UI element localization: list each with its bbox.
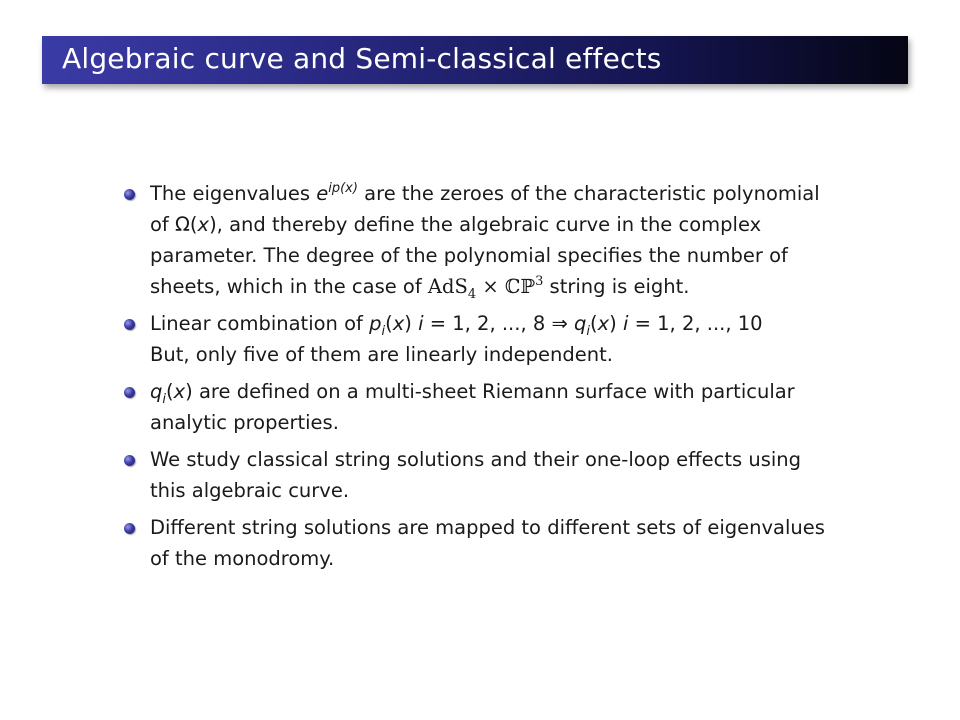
bullet-text-line [150,376,884,407]
bullet-text-line [150,444,884,475]
bullet-text-line [150,512,884,543]
bullet-text-line [150,240,884,271]
bullet-icon [124,387,135,398]
bullet-text-line [150,543,884,574]
slide-title: Algebraic curve and Semi-classical effects [62,42,662,75]
bullet-text-segment: i [381,324,386,339]
bullet-text-segment: = 1, 2, ..., 10 [628,312,763,335]
bullet-text-segment: ip(x) [328,181,358,196]
bullet-text-segment: ) [609,312,623,335]
bullet-list [124,178,884,580]
bullet-item [124,376,884,438]
bullet-text-segment: × ℂℙ [476,275,536,298]
bullet-item [124,308,884,370]
bullet-text-segment: p [369,312,382,335]
bullet-text-segment: We study classical string solutions and their one-loop effects using [150,448,802,471]
bullet-text-line [150,475,884,506]
bullet-text-segment: i [622,312,629,335]
bullet-icon [124,455,135,466]
bullet-text-segment: ( [385,312,393,335]
bullet-text-segment: 3 [535,274,544,289]
bullet-text-segment: string is eight. [543,275,690,298]
bullet-text-segment: x [173,380,186,403]
bullet-text-segment: e [316,182,329,205]
bullet-text-segment: q [150,380,163,403]
bullet-icon [124,319,135,330]
bullet-text-segment: this algebraic curve. [150,479,350,502]
bullet-text-segment: analytic properties. [150,411,339,434]
bullet-text-segment: ) are defined on a multi-sheet Riemann surface with particular [185,380,795,403]
bullet-text-segment: Different string solutions are mapped to different sets of eigenvalues [150,516,825,539]
bullet-text-segment: of Ω( [150,213,198,236]
bullet-text-segment: 4 [467,287,477,302]
bullet-text-segment: But, only five of them are linearly independent. [150,343,613,366]
bullet-text-segment: i [418,312,424,335]
bullet-text-segment: ) [404,312,419,335]
bullet-text-segment: i [586,324,591,339]
bullet-text-segment: ( [590,312,598,335]
bullet-text-segment: of the monodromy. [150,547,335,570]
bullet-text-line [150,407,884,438]
bullet-text-segment: i [162,392,167,407]
bullet-text-segment: AdS [427,275,468,298]
slide-title-bar [42,36,908,84]
bullet-text-segment: x [197,213,210,236]
bullet-text-segment: sheets, which in the case of [150,275,428,298]
bullet-text-line [150,339,884,370]
bullet-item [124,444,884,506]
bullet-item [124,178,884,302]
bullet-text-segment: are the zeroes of the characteristic polynomial [357,182,820,205]
bullet-text-line [150,308,884,339]
bullet-text-segment: q [574,312,587,335]
bullet-text-segment: x [597,312,610,335]
bullet-text-segment: ( [166,380,174,403]
bullet-text-line [150,271,884,302]
bullet-icon [124,523,135,534]
bullet-text-segment: x [392,312,405,335]
bullet-text-segment: Linear combination of [150,312,370,335]
bullet-icon [124,189,135,200]
bullet-text-segment: parameter. The degree of the polynomial specifies the number of [150,244,788,267]
bullet-text-line [150,178,884,209]
bullet-text-segment: = 1, 2, ..., 8 ⇒ [423,312,574,335]
bullet-text-line [150,209,884,240]
bullet-text-segment: ), and thereby define the algebraic curve in the complex [209,213,762,236]
bullet-item [124,512,884,574]
bullet-text-segment: The eigenvalues [150,182,317,205]
